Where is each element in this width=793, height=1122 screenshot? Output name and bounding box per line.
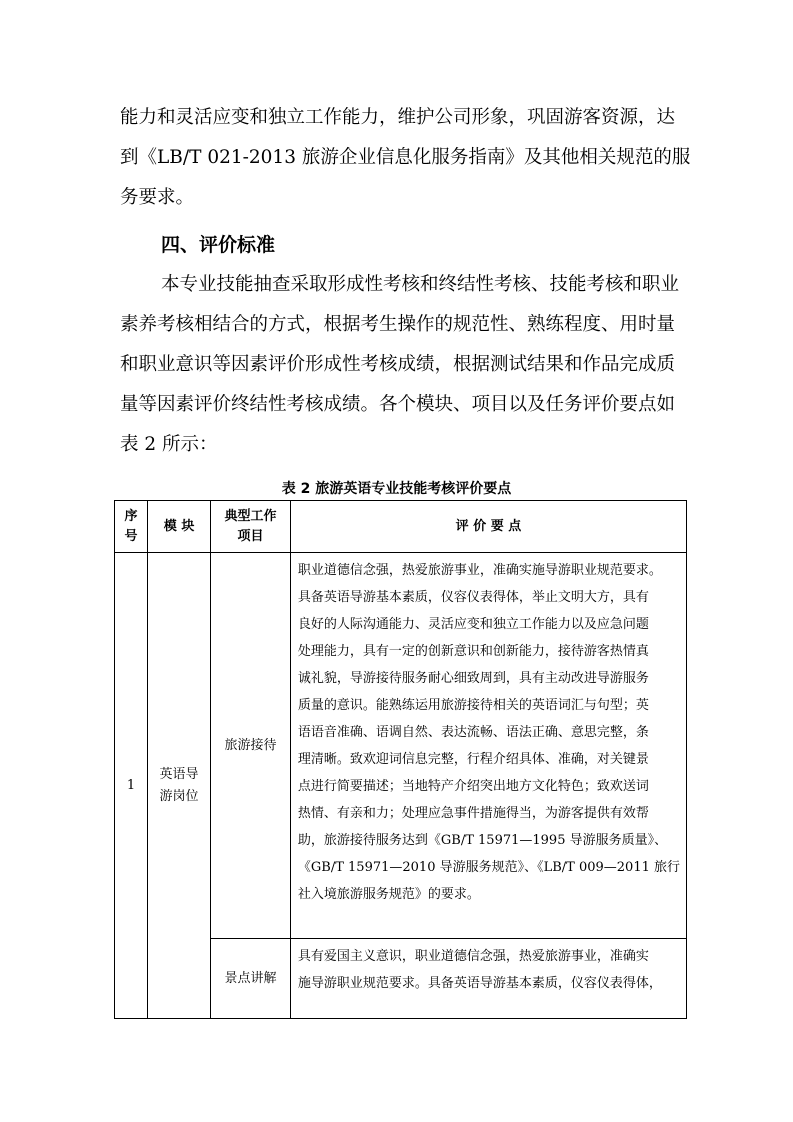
paragraph-line: 务要求。 (120, 187, 195, 208)
seq-cell: 1 (115, 553, 148, 1019)
paragraph-line: 素养考核相结合的方式，根据考生操作的规范性、熟练程度、用时量 (120, 314, 676, 335)
paragraph-line: 到《LB/T 021-2013 旅游企业信息化服务指南》及其他相关规范的服 (120, 147, 691, 168)
section-heading: 四、评价标准 (161, 234, 276, 256)
points-line: 《GB/T 15971—2010 导游服务规范》、《LB/T 009—2011 旅行 (297, 860, 680, 875)
project-cell: 旅游接待 (211, 553, 291, 939)
header-module: 模 块 (148, 501, 211, 553)
paragraph-line: 和职业意识等因素评价形成性考核成绩，根据测试结果和作品完成质 (120, 354, 676, 375)
points-line: 良好的人际沟通能力、灵活应变和独立工作能力以及应急问题 (297, 617, 649, 632)
points-line: 热情、有亲和力；处理应急事件措施得当，为游客提供有效帮 (297, 806, 649, 821)
points-cell (290, 939, 686, 1019)
module-cell: 英语导游岗位 (148, 553, 211, 1019)
points-line: 具备英语导游基本素质，仪容仪表得体，举止文明大方，具有 (297, 590, 649, 605)
points-line: 理清晰。致欢迎词信息完整，行程介绍具体、准确，对关键景 (297, 752, 649, 767)
paragraph-continuation (120, 98, 691, 218)
points-line: 语语音准确、语调自然、表达流畅、语法正确、意思完整，条 (297, 725, 649, 740)
paragraph-line: 量等因素评价终结性考核成绩。各个模块、项目以及任务评价要点如 (120, 394, 676, 415)
points-cell (290, 553, 686, 939)
project-cell: 景点讲解 (211, 939, 291, 1019)
points-line: 具有爱国主义意识，职业道德信念强，热爱旅游事业，准确实 (297, 949, 649, 964)
paragraph-line: 表 2 所示： (120, 434, 218, 455)
points-line: 点进行简要描述；当地特产介绍突出地方文化特色；致欢送词 (297, 779, 649, 794)
points-line: 处理能力，具有一定的创新意识和创新能力，接待游客热情真 (297, 644, 649, 659)
header-points: 评 价 要 点 (290, 501, 686, 553)
points-line: 质量的意识。能熟练运用旅游接待相关的英语词汇与句型；英 (297, 698, 649, 713)
table-caption: 表 2 旅游英语专业技能考核评价要点 (281, 481, 512, 497)
paragraph-line: 能力和灵活应变和独立工作能力，维护公司形象，巩固游客资源，达 (120, 107, 676, 128)
table-row (115, 553, 687, 939)
points-line: 助，旅游接待服务达到《GB/T 15971—1995 导游服务质量》、 (297, 833, 668, 848)
header-project: 典型工作项目 (211, 501, 291, 553)
header-seq: 序号 (115, 501, 148, 553)
points-line: 施导游职业规范要求。具备英语导游基本素质，仪容仪表得体， (297, 976, 662, 991)
evaluation-table (114, 500, 687, 1019)
paragraph-line: 本专业技能抽查采取形成性考核和终结性考核、技能考核和职业 (161, 274, 680, 295)
points-line: 职业道德信念强，热爱旅游事业，准确实施导游职业规范要求。 (297, 563, 662, 578)
points-line: 诚礼貌，导游接待服务耐心细致周到，具有主动改进导游服务 (297, 671, 649, 686)
table-header-row (115, 501, 687, 553)
paragraph-evaluation (120, 265, 680, 465)
points-line: 社入境旅游服务规范》的要求。 (297, 887, 480, 902)
